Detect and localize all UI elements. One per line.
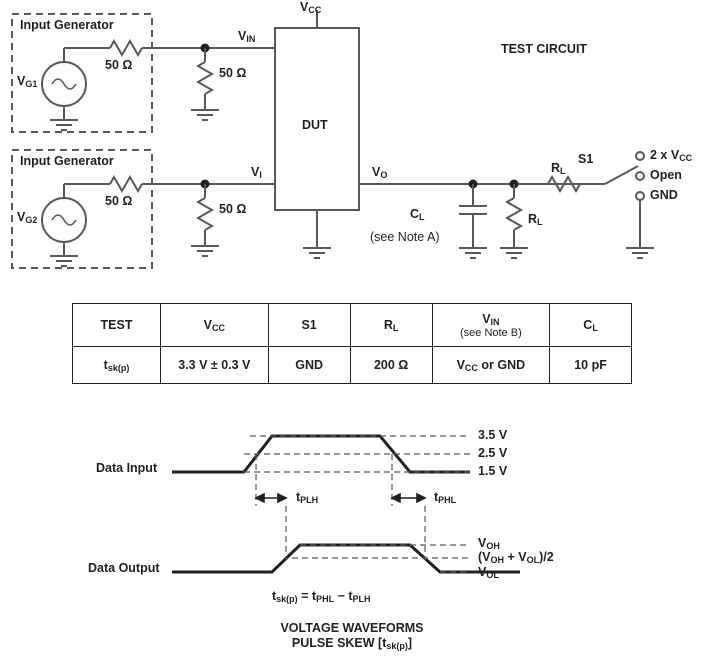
input-generator-1-label: Input Generator [20,18,114,32]
voltage-waveform-drawing [0,410,704,650]
vol-label: $V_{OL}$ [478,565,499,580]
cl-label: $C_L$ [410,207,425,222]
switch-option-gnd: GND [650,188,678,202]
voh-label: $V_{OH}$ [478,536,500,551]
shunt-resistor-top-label: 50 Ω [219,66,247,80]
table-header-cl: $C_L$ [550,304,632,347]
skew-equation: $t_{sk(p)} = t_{PHL} - t_{PLH}$ [272,589,371,604]
series-resistor-top-label: 50 Ω [105,58,133,72]
vg2-label: $V_{G2}$ [17,210,38,225]
vcc-label: $V_{CC}$ [300,0,322,15]
vi-node-label: $V_I$ [251,165,262,180]
cell-vcc: 3.3 V ± 0.3 V [161,347,269,384]
switch-option-2vcc: 2 x $V_{CC}$ [650,148,693,163]
input-generator-2-label: Input Generator [20,154,114,168]
level-3p5v-label: 3.5 V [478,428,508,442]
rl-shunt-label: $R_L$ [528,212,543,227]
table-header-test: TEST [73,304,161,347]
tphl-label: $t_{PHL}$ [434,490,457,505]
table-header-vin: $V_{IN}$ (see Note B) [432,304,549,347]
spec-table [72,303,632,384]
switch-option-open: Open [650,168,682,182]
rl-series-label: $R_L$ [551,161,566,176]
level-2p5v-label: 2.5 V [478,446,508,460]
level-1p5v-label: 1.5 V [478,464,508,478]
shunt-resistor-bottom-label: 50 Ω [219,202,247,216]
cell-rl: 200 Ω [350,347,432,384]
vg1-label: $V_{G1}$ [17,74,38,89]
tplh-label: $t_{PLH}$ [296,490,319,505]
table-header-vcc: $V_{CC}$ [161,304,269,347]
table-header-row [73,304,632,347]
table-row [73,347,632,384]
waveform-caption-line1: VOLTAGE WAVEFORMS [280,621,424,635]
vo-node-label: $V_O$ [372,165,388,180]
data-output-label: Data Output [88,561,160,575]
note-a-label: (see Note A) [370,230,440,244]
vin-node-label: $V_{IN}$ [238,29,256,44]
cell-s1: GND [268,347,350,384]
table-header-rl: $R_L$ [350,304,432,347]
series-resistor-bottom-label: 50 Ω [105,194,133,208]
table-header-s1: S1 [268,304,350,347]
vmid-label: $(V_{OH} + V_{OL})/2$ [478,550,554,565]
cell-test: $t_{sk(p)}$ [73,347,161,384]
s1-label: S1 [578,152,594,166]
test-circuit-title: TEST CIRCUIT [500,42,588,56]
data-input-label: Data Input [96,461,158,475]
dut-label: DUT [302,118,328,132]
cell-cl: 10 pF [550,347,632,384]
cell-vin: $V_{CC}$ or GND [432,347,549,384]
waveform-caption-line2: PULSE SKEW $[t_{sk(p)}]$ [291,636,413,651]
